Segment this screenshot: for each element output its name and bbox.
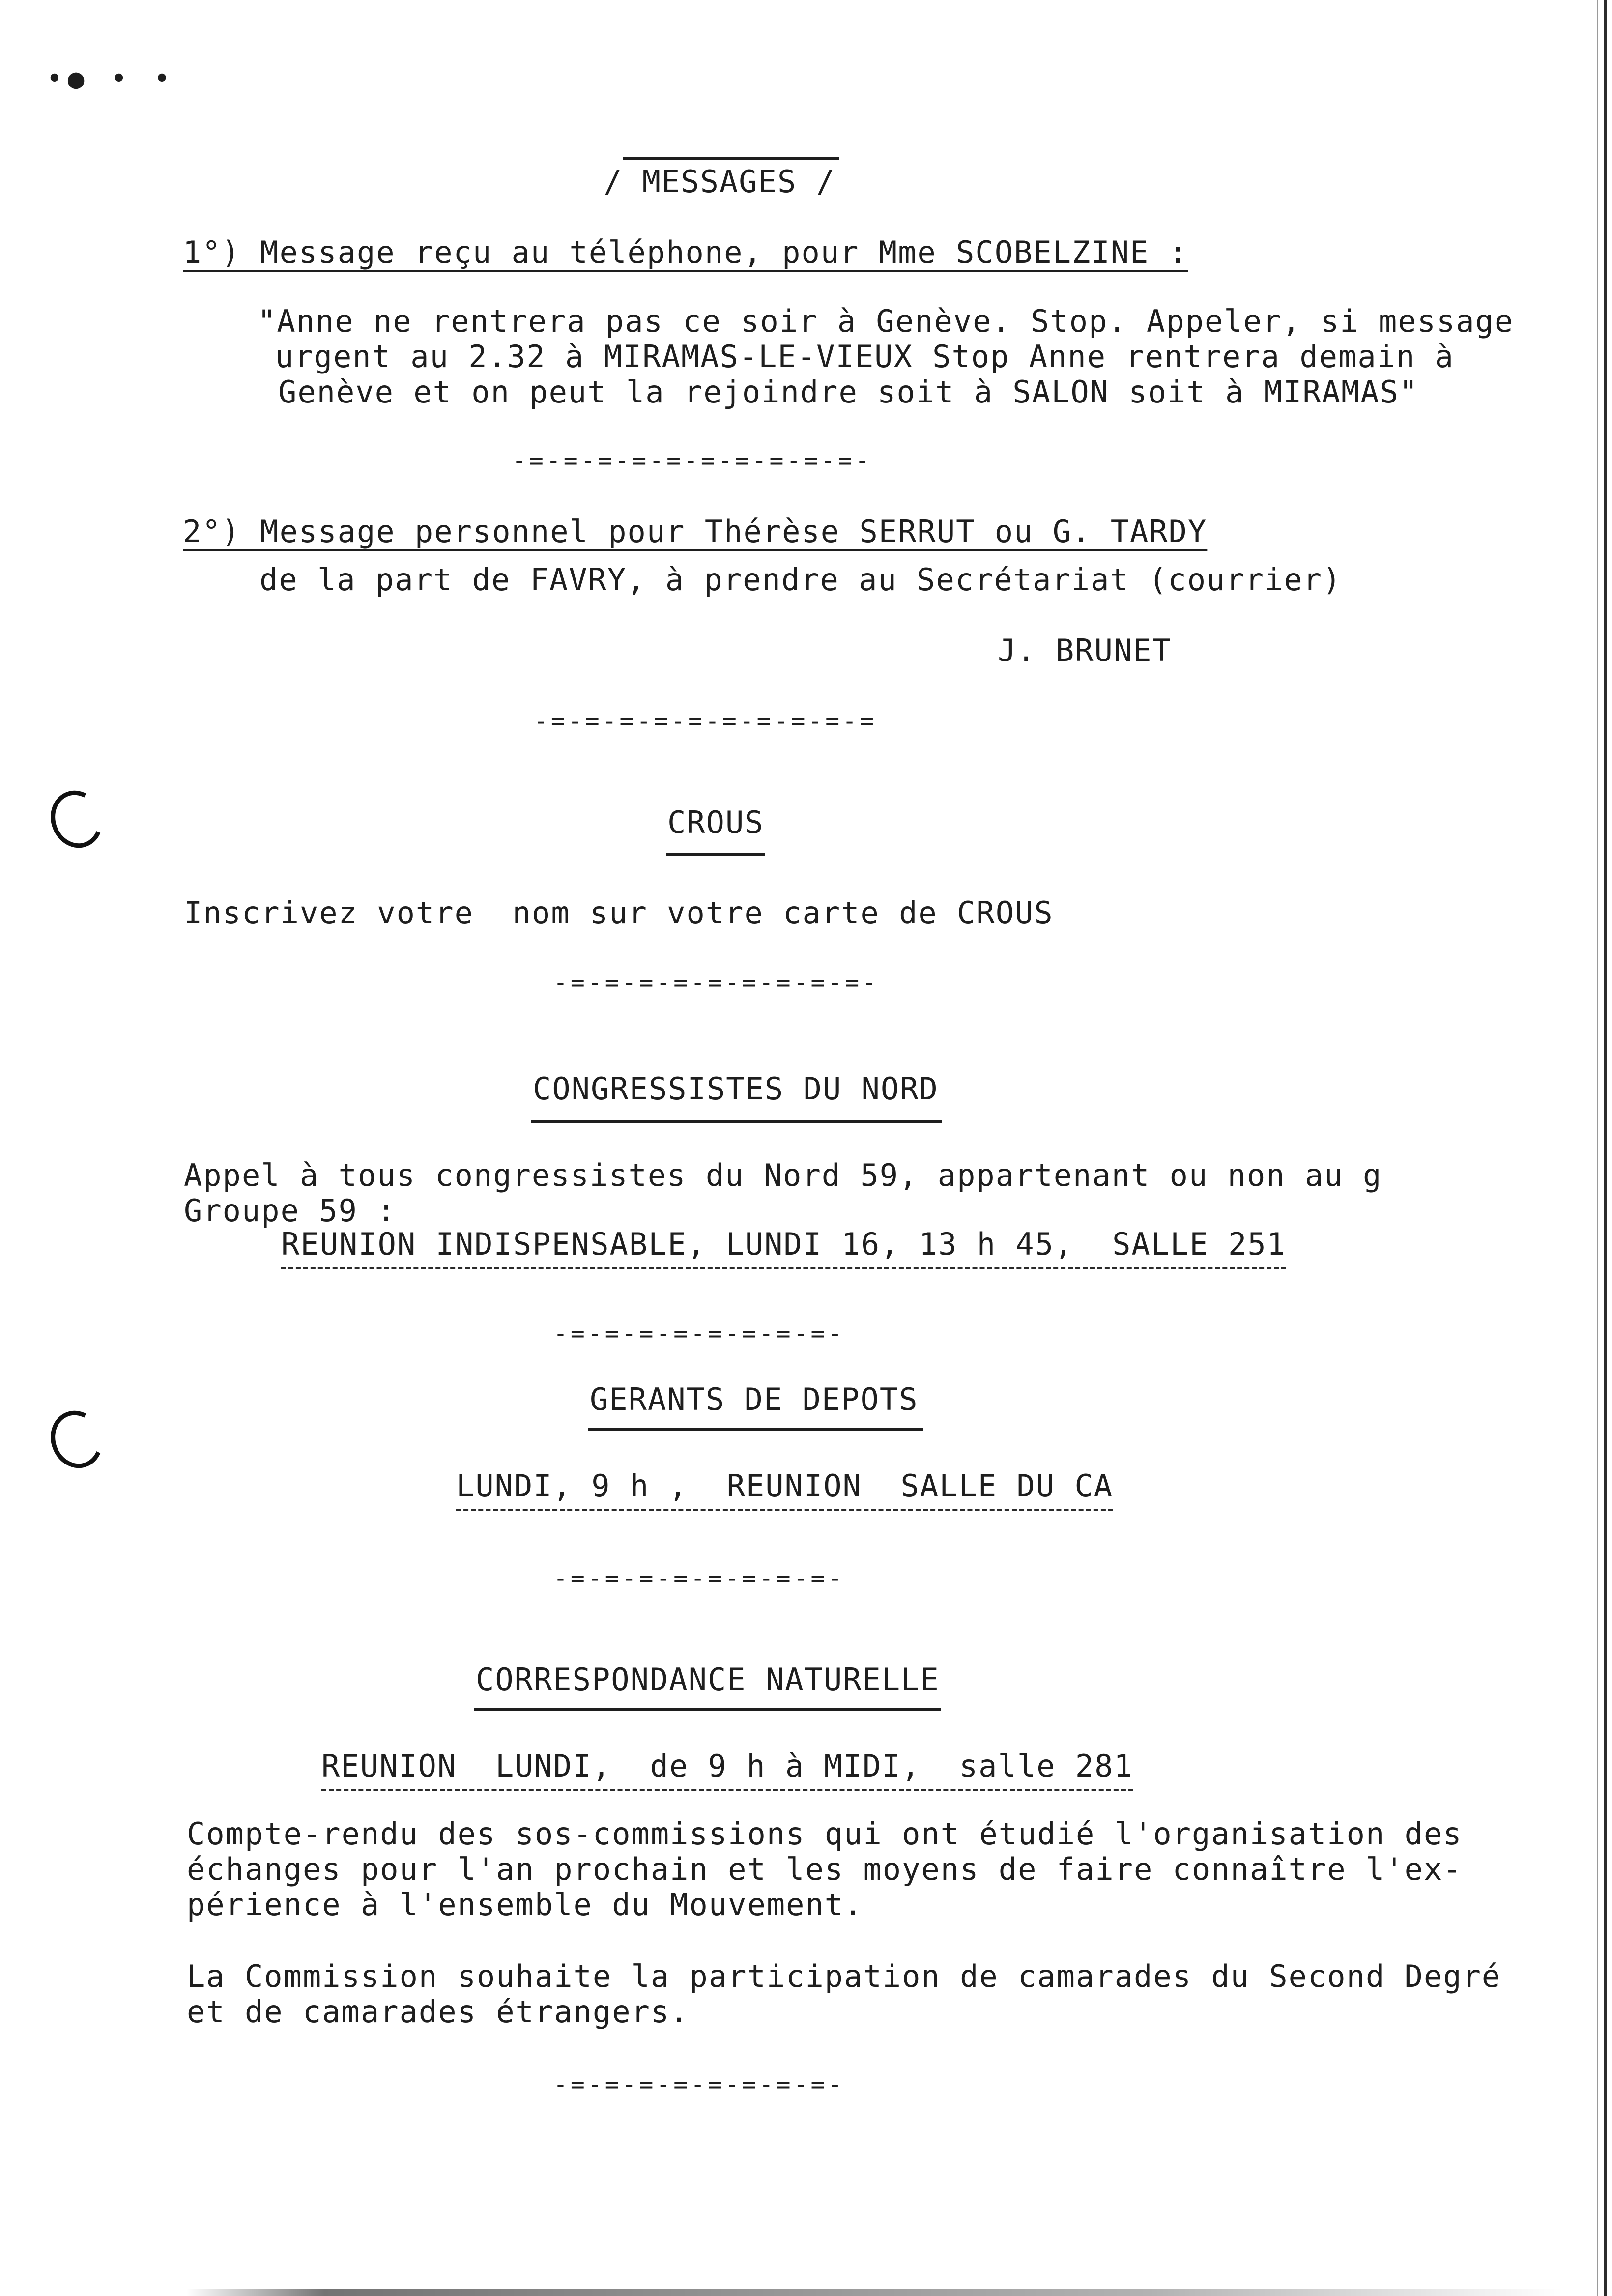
crous-heading: CROUS [667, 804, 764, 840]
gerants-meeting: LUNDI, 9 h , REUNION SALLE DU CA [456, 1468, 1113, 1511]
gerants-heading: GERANTS DE DEPOTS [590, 1381, 919, 1417]
correspondance-para-1-line-2: échanges pour l'an prochain et les moyens de faire connaître l'ex- [187, 1851, 1463, 1887]
signature: J. BRUNET [998, 632, 1172, 668]
crous-body: Inscrivez votre nom sur votre carte de CROUS [184, 895, 1054, 931]
nord-heading-underline [531, 1120, 942, 1123]
separator: -=-=-=-=-=-=-=-=-=-= [534, 708, 877, 735]
correspondance-heading: CORRESPONDANCE NATURELLE [476, 1662, 940, 1697]
nord-line-1: Appel à tous congressistes du Nord 59, appartenant ou non au g [184, 1157, 1382, 1193]
nord-line-2: Groupe 59 : [184, 1193, 397, 1229]
message-1-line-3: Genève et on peut la rejoindre soit à SALON soit à MIRAMAS" [278, 374, 1419, 410]
gerants-heading-underline [588, 1428, 923, 1431]
message-1-line-2: urgent au 2.32 à MIRAMAS-LE-VIEUX Stop Anne rentrera demain à [275, 339, 1454, 374]
messages-heading-overline [623, 157, 839, 160]
correspondance-para-1-line-1: Compte-rendu des sos-commissions qui ont étudié l'organisation des [187, 1816, 1463, 1852]
correspondance-heading-underline [474, 1708, 941, 1711]
separator: -=-=-=-=-=-=-=-=-=-=- [512, 447, 872, 475]
scan-smudge [187, 2289, 1563, 2296]
nord-heading: CONGRESSISTES DU NORD [533, 1071, 939, 1107]
punch-hole-icon [43, 1404, 111, 1475]
correspondance-para-2-line-2: et de camarades étrangers. [187, 1994, 690, 2030]
nord-meeting: REUNION INDISPENSABLE, LUNDI 16, 13 h 45, SALLE 251 [281, 1227, 1286, 1269]
page-edge-shadow [1597, 0, 1598, 2296]
correspondance-para-1-line-3: périence à l'ensemble du Mouvement. [187, 1887, 864, 1923]
punch-hole-icon [43, 783, 111, 855]
separator: -=-=-=-=-=-=-=-=- [553, 1320, 845, 1348]
crous-heading-underline [666, 853, 765, 856]
separator: -=-=-=-=-=-=-=-=- [553, 2071, 845, 2098]
margin-mark: •● • • [46, 63, 175, 95]
message-1-line-1: "Anne ne rentrera pas ce soir à Genève. Stop. Appeler, si message [258, 303, 1514, 339]
correspondance-meeting: REUNION LUNDI, de 9 h à MIDI, salle 281 [321, 1749, 1133, 1791]
separator: -=-=-=-=-=-=-=-=-=- [553, 969, 880, 997]
correspondance-para-2-line-1: La Commission souhaite la participation de camarades du Second Degré [187, 1958, 1501, 1994]
message-2-heading: 2°) Message personnel pour Thérèse SERRUT ou G. TARDY [183, 514, 1208, 549]
message-2-line-1: de la part de FAVRY, à prendre au Secrétariat (courrier) [259, 562, 1342, 598]
messages-heading: / MESSAGES / [604, 164, 835, 200]
page-edge [1604, 0, 1607, 2296]
message-1-heading: 1°) Message reçu au téléphone, pour Mme SCOBELZINE : [183, 234, 1188, 270]
separator: -=-=-=-=-=-=-=-=- [553, 1565, 845, 1592]
